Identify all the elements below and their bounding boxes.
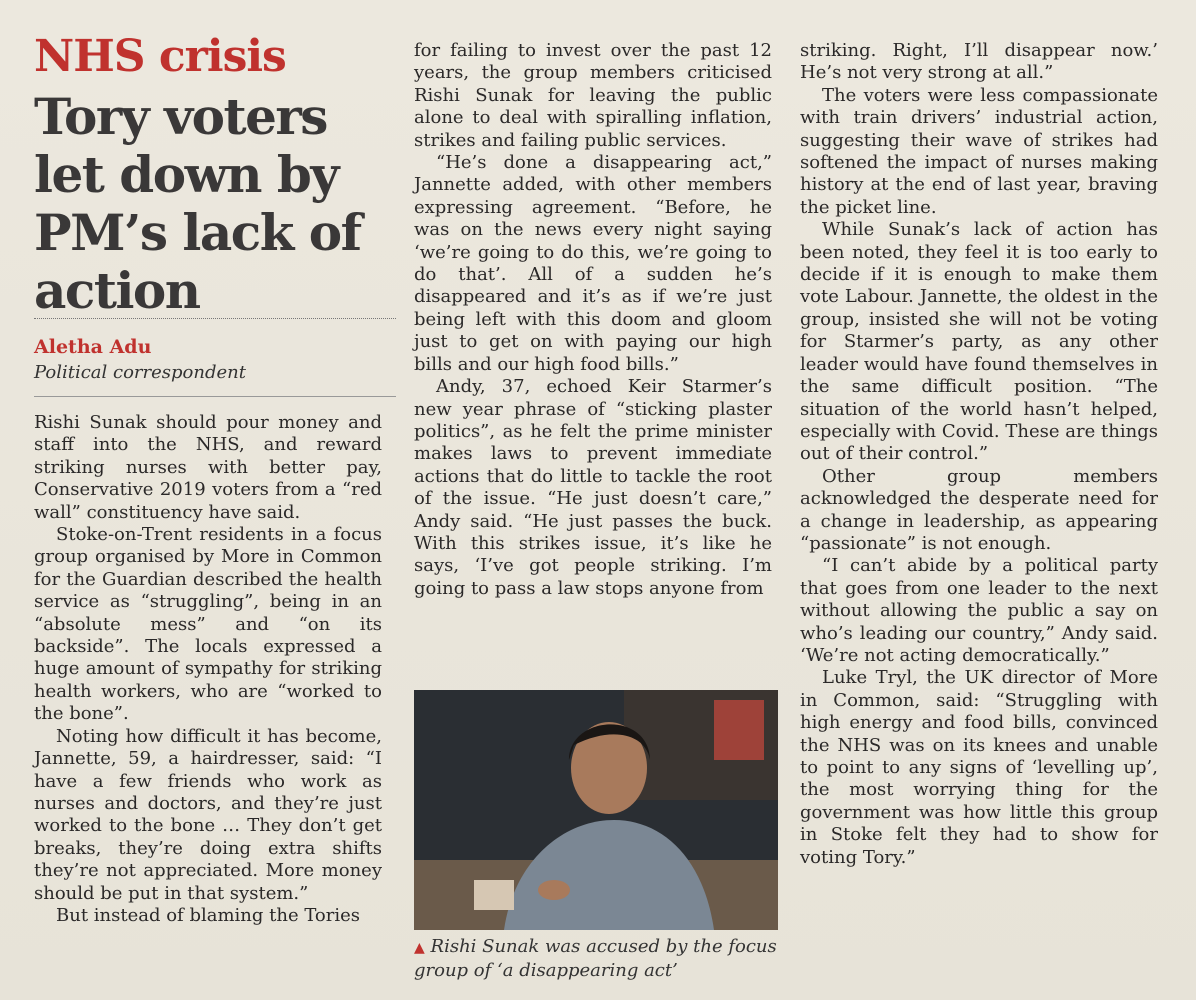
paragraph: for failing to invest over the past 12 years, the group members criticised Rishi Sunak for leaving the public alone to deal with spiralling inflation, strikes and failing public services. <box>414 40 772 151</box>
article-column-1 <box>34 412 382 927</box>
paragraph: While Sunak’s lack of action has been noted, they feel it is too early to decide if it is enough to make them vote Labour. Jannette, the oldest in the group, insisted she will not be voting for Starmer’s party, as any other leader would have found themselves in the same difficult position. “The situation of the world hasn’t helped, especially with Covid. These are things out of their control.” <box>800 219 1158 465</box>
paragraph: But instead of blaming the Tories <box>56 904 361 926</box>
paragraph: Rishi Sunak should pour money and staff into the NHS, and reward striking nurses with better pay, Conservative 2019 voters from a “red wall” constituency have said. <box>34 412 382 523</box>
paragraph: Noting how difficult it has become, Jannette, 59, a hairdresser, said: “I have a few friends who work as nurses and doctors, and they’re just worked to the bone … They don’t get breaks, they’re doing extra shifts they’re not appreciated. More money should be put in that system.” <box>34 725 382 904</box>
caption-text: Rishi Sunak was accused by the focus group of ‘a disappearing act’ <box>414 936 777 981</box>
body-divider <box>34 396 396 397</box>
article-column-2 <box>414 40 772 600</box>
paragraph: Luke Tryl, the UK director of More in Common, said: “Struggling with high energy and food bills, convinced the NHS was on its knees and unable to point to any signs of ‘levelling up’, the most worrying thing for the government was how little this group in Stoke felt they had to show for voting Tory.” <box>800 667 1158 868</box>
paragraph: Stoke-on-Trent residents in a focus group organised by More in Common for the Guardian described the health service as “struggling”, being in an “absolute mess” and “on its backside”. The locals expressed a huge amount of sympathy for striking health workers, who are “worked to the bone”. <box>34 524 382 725</box>
caption-triangle-icon: ▲ <box>414 940 425 956</box>
byline-role: Political correspondent <box>34 362 246 383</box>
byline-author: Aletha Adu <box>34 336 152 358</box>
paragraph: “I can’t abide by a political party that goes from one leader to the next without allowing the public a say on who’s leading our country,” Andy said. ‘We’re not acting democratically.” <box>800 555 1158 666</box>
byline-divider <box>34 318 396 319</box>
paragraph: “He’s done a disappearing act,” Jannette added, with other members expressing agreement. “Before, he was on the news every night saying ‘we’re going to do this, we’re going to do that’. All of a sudden he’s disappeared and it’s as if we’re just being left with this doom and gloom just to get on with paying our high bills and our high food bills.” <box>414 152 772 375</box>
photo-caption <box>414 936 784 982</box>
paragraph: striking. Right, I’ll disappear now.’ He’s not very strong at all.” <box>800 40 1158 84</box>
paragraph: Other group members acknowledged the desperate need for a change in leadership, as appearing “passionate” is not enough. <box>800 465 1158 554</box>
article-kicker: NHS crisis <box>34 31 286 82</box>
article-photo <box>414 690 778 930</box>
adjacent-column-edge <box>0 0 22 1000</box>
article-headline: Tory voters let down by PM’s lack of action <box>34 87 361 320</box>
article-column-3 <box>800 40 1158 869</box>
photo-illustration <box>414 690 778 930</box>
paragraph: The voters were less compassionate with train drivers’ industrial action, suggesting their wave of strikes had softened the impact of nurses making history at the end of last year, braving the picket line. <box>800 84 1158 218</box>
paragraph: Andy, 37, echoed Keir Starmer’s new year phrase of “sticking plaster politics”, as he felt the prime minister makes laws to prevent immediate actions that do little to tackle the root of the issue. “He just doesn’t care,” Andy said. “He just passes the buck. With this strikes issue, it’s like he says, ‘I’ve got people striking. I’m going to pass a law stops anyone from <box>414 376 772 599</box>
